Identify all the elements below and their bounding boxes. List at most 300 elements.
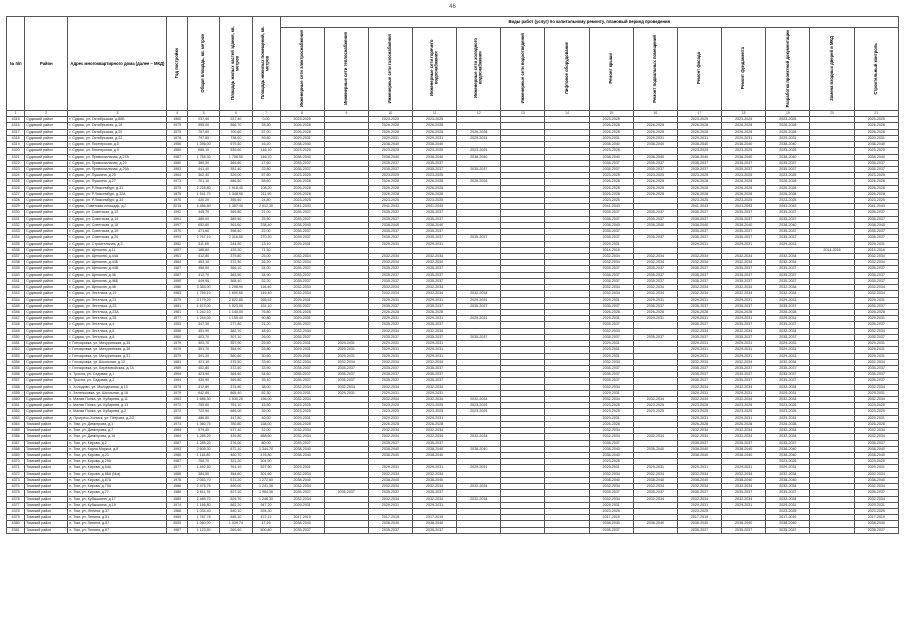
table-cell: 872,10 xyxy=(220,446,252,452)
table-cell: 2035-2037 xyxy=(589,210,633,216)
table-cell: Судиский район xyxy=(25,216,68,222)
table-cell: 1985 xyxy=(167,496,187,502)
table-cell: г. Судиск, ул. Советская, д.19 xyxy=(68,229,167,235)
table-cell: Судиский район xyxy=(25,148,68,154)
table-cell: 354,90 xyxy=(220,347,252,353)
table-cell: 2029-2031 xyxy=(722,415,766,421)
table-cell: 2032-2034 xyxy=(457,397,501,403)
table-cell: 2032-2034 xyxy=(722,484,766,490)
table-cell: 447,80 xyxy=(220,415,252,421)
table-cell: 1997 xyxy=(167,222,187,228)
header-address: Адрес многоквартирного дома (далее – МКД) xyxy=(68,17,167,111)
table-cell: 156,00 xyxy=(252,397,280,403)
table-cell: 2035-2037 xyxy=(722,160,766,166)
table-cell: г. Судиск, ул. Р.Люксембург, д.34 xyxy=(68,198,167,204)
table-cell: 2023-2025 xyxy=(589,508,633,514)
table-cell: 2026-2028 xyxy=(280,179,324,185)
table-cell: 2035-2037 xyxy=(854,440,898,446)
table-cell: 2026-2028 xyxy=(854,421,898,427)
table-cell: г. Судиск, ул. Щепкина, д.46Б xyxy=(68,278,167,284)
table-cell: 4317 xyxy=(7,129,25,135)
table-cell: 4359 xyxy=(7,390,25,396)
table-cell: 2035-2037 xyxy=(854,210,898,216)
table-cell: 2029-2031 xyxy=(589,316,633,322)
table-cell: 372,60 xyxy=(220,365,252,371)
table-cell: г. Судиск, ул. Энгельса, д.19 xyxy=(68,291,167,297)
table-cell: 2032-2034 xyxy=(677,384,721,390)
table-cell: 2029-2031 xyxy=(413,390,457,396)
table-cell: 16,20 xyxy=(252,142,280,148)
table-cell: 2032-2034 xyxy=(854,434,898,440)
table-cell: 500,80 xyxy=(252,527,280,533)
table-cell: 2026-2028 xyxy=(280,129,324,135)
table-cell: 577,40 xyxy=(220,428,252,434)
table-cell: 2035-2037 xyxy=(854,216,898,222)
table-cell: 270,20 xyxy=(252,235,280,241)
table-cell: 1993 xyxy=(167,446,187,452)
table-cell: 865,40 xyxy=(220,390,252,396)
table-cell: 1953 xyxy=(167,322,187,328)
table-cell: 2035-2037 xyxy=(589,334,633,340)
table-cell: Судиский район xyxy=(25,247,68,253)
table-cell: 2029-2031 xyxy=(677,241,721,247)
table-cell: 22,80 xyxy=(252,166,280,172)
table-cell: 1981 xyxy=(167,309,187,315)
header-num: № п/п xyxy=(7,17,25,111)
table-cell: 486,80 xyxy=(187,415,219,421)
table-cell: 4318 xyxy=(7,135,25,141)
table-cell: 2035-2037 xyxy=(280,365,324,371)
table-cell: 4366 xyxy=(7,434,25,440)
table-cell: 2029-2031 xyxy=(722,316,766,322)
table-cell: 2038-2040 xyxy=(722,521,766,527)
table-cell: 4377 xyxy=(7,502,25,508)
table-cell: 441,40 xyxy=(187,166,219,172)
table-cell: 2026-2028 xyxy=(766,309,810,315)
table-cell: 2032-2034 xyxy=(633,434,677,440)
table-cell: 365,60 xyxy=(220,160,252,166)
table-cell: Судиский район xyxy=(25,191,68,197)
table-cell: 2032-2034 xyxy=(677,260,721,266)
table-cell: 2035-2037 xyxy=(722,490,766,496)
table-cell: Судиский район xyxy=(25,235,68,241)
table-cell: 4330 xyxy=(7,210,25,216)
table-cell: 2038-2040 xyxy=(677,446,721,452)
table-cell: 1994 xyxy=(167,378,187,384)
table-cell: 2038-2040 xyxy=(280,521,324,527)
table-cell: 685,10 xyxy=(187,148,219,154)
table-cell: 2029-2031 xyxy=(280,465,324,471)
table-cell: 2026-2028 xyxy=(413,129,457,135)
table-cell: 2032-2034 xyxy=(633,254,677,260)
table-cell: 2035-2037 xyxy=(633,490,677,496)
table-cell: 4373 xyxy=(7,477,25,483)
table-cell: 539,00 xyxy=(220,148,252,154)
table-cell: 2032-2034 xyxy=(413,471,457,477)
table-cell: 2035-2037 xyxy=(722,303,766,309)
table-cell: 2035-2037 xyxy=(766,490,810,496)
table-cell: 2023-2025 xyxy=(722,198,766,204)
table-cell: 1 356,00 xyxy=(187,142,219,148)
table-cell: 2029-2031 xyxy=(368,465,412,471)
table-cell: 362,40 xyxy=(187,173,219,179)
table-cell: 329,00 xyxy=(220,173,252,179)
table-cell: г. Судиск, ул. Щепкина, д.44В xyxy=(68,266,167,272)
table-cell: 2035-2037 xyxy=(766,372,810,378)
table-cell: 2026-2028 xyxy=(722,309,766,315)
table-cell: 2029-2031 xyxy=(457,465,501,471)
table-cell: 2023-2025 xyxy=(368,148,412,154)
table-cell: 942,80 xyxy=(187,390,219,396)
table-cell: 2023-2025 xyxy=(722,148,766,154)
table-cell: 2035-2037 xyxy=(368,216,412,222)
table-cell: Судиский район xyxy=(25,334,68,340)
table-cell: 1 755,30 xyxy=(187,154,219,160)
table-cell xyxy=(633,527,677,533)
table-cell: 1987 xyxy=(167,154,187,160)
table-cell: 2035-2037 xyxy=(413,490,457,496)
table-cell: 2032-2034 xyxy=(677,328,721,334)
table-cell: 2017-2019 xyxy=(854,515,898,521)
table-cell: 59,80 xyxy=(252,135,280,141)
table-cell: 2029-2031 xyxy=(280,341,324,347)
table-cell: 4360 xyxy=(7,397,25,403)
table-cell: 2035-2037 xyxy=(368,160,412,166)
table-cell: 4 456,80 xyxy=(187,204,219,210)
table-cell: 2023-2025 xyxy=(722,409,766,415)
table-cell: 2035-2037 xyxy=(589,216,633,222)
table-cell: 688,60 xyxy=(252,434,280,440)
table-cell: п. Тим, ул. Кирова, д.54А xyxy=(68,465,167,471)
table-cell: 2026-2028 xyxy=(368,185,412,191)
table-cell: 2032-2034 xyxy=(722,254,766,260)
table-cell: 2029-2031 xyxy=(589,135,633,141)
table-cell: 1984 xyxy=(167,428,187,434)
table-cell: 2023-2025 xyxy=(722,403,766,409)
table-cell: 2032-2034 xyxy=(722,260,766,266)
table-cell: 2035-2037 xyxy=(413,278,457,284)
table-cell: Судиский район xyxy=(25,303,68,309)
table-cell: 4375 xyxy=(7,490,25,496)
table-cell: 1 246,30 xyxy=(252,496,280,502)
table-cell: 2035-2037 xyxy=(722,378,766,384)
table-cell: Тимский район xyxy=(25,502,68,508)
table-cell: 2023-2025 xyxy=(280,403,324,409)
table-cell: 2038-2040 xyxy=(722,154,766,160)
table-cell: 2029-2031 xyxy=(457,135,501,141)
table-cell: п. Тим, ул. Кирова, д.2 xyxy=(68,440,167,446)
table-cell: 361,60 xyxy=(220,222,252,228)
table-cell: 1960 xyxy=(167,117,187,123)
table-cell: 2032-2034 xyxy=(854,285,898,291)
table-cell: 2035-2037 xyxy=(633,216,677,222)
table-cell: 4381 xyxy=(7,527,25,533)
table-cell: 420,20 xyxy=(187,198,219,204)
table-cell: 2035-2037 xyxy=(589,160,633,166)
table-cell: 2026-2028 xyxy=(677,123,721,129)
column-number-cell: 20 xyxy=(810,111,854,117)
table-cell: 116,40 xyxy=(252,285,280,291)
table-cell: г. Судиск, ул. Энгельса, д.23А xyxy=(68,309,167,315)
column-number-cell: 10 xyxy=(368,111,412,117)
table-cell: 2035-2037 xyxy=(633,334,677,340)
table-cell: 2035-2037 xyxy=(722,322,766,328)
table-cell: 2038-2040 xyxy=(633,477,677,483)
table-cell: 2035-2037 xyxy=(280,303,324,309)
table-cell: с. Холодово, ул. Молодежная, д.13 xyxy=(68,384,167,390)
table-cell: 2038-2040 xyxy=(368,446,412,452)
table-cell: 2026-2028 xyxy=(854,309,898,315)
table-cell: Тимский район xyxy=(25,521,68,527)
table-cell: г. Судиск, ул. Щепкина, д.44Б xyxy=(68,260,167,266)
table-cell: 2032-2034 xyxy=(722,384,766,390)
table-cell: 2038-2040 xyxy=(280,477,324,483)
table-cell: 2032-2034 xyxy=(677,428,721,434)
table-cell: 238,40 xyxy=(252,222,280,228)
table-cell: г. Судиск, ул. Пушкина, д.27 xyxy=(68,179,167,185)
table-cell: 2035-2037 xyxy=(766,210,810,216)
table-cell: 4325 xyxy=(7,179,25,185)
table-cell: 2035-2037 xyxy=(589,372,633,378)
column-number-cell: 21 xyxy=(854,111,898,117)
table-cell: 2029-2031 xyxy=(677,347,721,353)
table-cell: 4351 xyxy=(7,341,25,347)
column-number-cell: 12 xyxy=(457,111,501,117)
table-cell: 2023-2025 xyxy=(368,198,412,204)
table-cell: 2035-2037 xyxy=(280,527,324,533)
table-cell: 2032-2034 xyxy=(457,496,501,502)
table-cell: 2032-2034 xyxy=(368,359,412,365)
table-cell: 2035-2037 xyxy=(413,229,457,235)
table-cell: 158,00 xyxy=(252,421,280,427)
table-cell: Тимский район xyxy=(25,453,68,459)
table-cell: 2032-2034 xyxy=(368,285,412,291)
table-cell: Тимский район xyxy=(25,440,68,446)
table-cell: 4334 xyxy=(7,235,25,241)
table-cell: 2035-2037 xyxy=(677,272,721,278)
table-cell: 761,10 xyxy=(220,465,252,471)
table-cell: 304,50 xyxy=(252,459,280,465)
table-cell: 1 123,50 xyxy=(187,527,219,533)
table-cell: Судиский район xyxy=(25,328,68,334)
table-cell: 686,50 xyxy=(220,179,252,185)
table-cell: 369,80 xyxy=(220,378,252,384)
table-cell: 2038-2040 xyxy=(633,154,677,160)
table-cell: 2038-2040 xyxy=(280,446,324,452)
table-cell: 2029-2031 xyxy=(413,297,457,303)
table-cell: 2032-2034 xyxy=(766,397,810,403)
table-cell: Судиский район xyxy=(25,347,68,353)
table-cell: 2029-2031 xyxy=(854,316,898,322)
table-cell: г. Судиск, ул. Октябрьская, д.20 xyxy=(68,129,167,135)
table-cell: 2023-2025 xyxy=(766,198,810,204)
table-cell: 2035-2037 xyxy=(633,278,677,284)
table-cell: 301,60 xyxy=(252,471,280,477)
table-cell xyxy=(810,527,854,533)
table-cell: 1956 xyxy=(167,142,187,148)
table-cell: 4329 xyxy=(7,204,25,210)
table-cell: 4356 xyxy=(7,372,25,378)
table-cell: 2032-2034 xyxy=(368,471,412,477)
table-cell: 2023-2025 xyxy=(413,117,457,123)
table-cell: 2041-2043 xyxy=(854,204,898,210)
table-cell: 391,20 xyxy=(187,353,219,359)
table-cell: 211,90 xyxy=(252,191,280,197)
table-cell: Судиский район xyxy=(25,198,68,204)
column-number-cell: 6 xyxy=(220,111,252,117)
table-cell: 90,80 xyxy=(252,316,280,322)
table-cell: 2038-2040 xyxy=(413,222,457,228)
table-cell: 2029-2031 xyxy=(722,353,766,359)
table-cell: 2035-2037 xyxy=(854,266,898,272)
table-cell: 2035-2037 xyxy=(589,166,633,172)
table-cell: г. Судиск, ул. Пионерская, д.9 xyxy=(68,148,167,154)
table-cell: 4365 xyxy=(7,428,25,434)
table-cell: 4339 xyxy=(7,266,25,272)
table-cell: 1 166,80 xyxy=(187,502,219,508)
table-cell: 24,80 xyxy=(252,198,280,204)
table-cell: 26,20 xyxy=(252,260,280,266)
table-cell: 21,20 xyxy=(252,322,280,328)
table-cell: 4342 xyxy=(7,285,25,291)
column-number-cell: 15 xyxy=(589,111,633,117)
table-cell: 2023-2025 xyxy=(633,403,677,409)
table-cell: 2023-2025 xyxy=(589,409,633,415)
table-cell: 2035-2037 xyxy=(589,322,633,328)
table-cell: п. Тим, ул. Ленина, д.51 xyxy=(68,515,167,521)
table-cell: 2035-2037 xyxy=(413,372,457,378)
table-cell: 4323 xyxy=(7,166,25,172)
table-cell: 2 822,80 xyxy=(220,297,252,303)
table-cell: 2038-2040 xyxy=(589,477,633,483)
table-cell: 2032-2034 xyxy=(589,496,633,502)
table-cell: 2023-2025 xyxy=(413,198,457,204)
table-cell: 2026-2028 xyxy=(677,191,721,197)
column-number-cell: 13 xyxy=(501,111,545,117)
table-cell: 364,60 xyxy=(220,372,252,378)
table-cell: 2026-2028 xyxy=(413,123,457,129)
table-cell: 2029-2031 xyxy=(722,341,766,347)
table-cell: 4324 xyxy=(7,173,25,179)
table-cell: 2032-2034 xyxy=(457,434,501,440)
table-cell: 2038-2040 xyxy=(722,453,766,459)
table-cell: 25,80 xyxy=(252,347,280,353)
table-cell: 2035-2037 xyxy=(368,303,412,309)
table-cell: 2029-2031 xyxy=(589,465,633,471)
table-cell: 2035-2037 xyxy=(722,365,766,371)
table-cell: 1981 xyxy=(167,303,187,309)
header-power: Инженерные сети электроснабжения xyxy=(280,28,324,111)
table-cell: 2035-2037 xyxy=(457,166,501,172)
table-cell: 2041-2043 xyxy=(280,204,324,210)
table-cell: 311,60 xyxy=(187,241,219,247)
header-lift: Лифтовое оборудование xyxy=(545,28,589,111)
table-cell: 2038-2040 xyxy=(677,521,721,527)
table-cell: 1952 xyxy=(167,241,187,247)
table-cell: 2038-2040 xyxy=(854,154,898,160)
table-cell: 2035-2037 xyxy=(280,278,324,284)
table-cell: 2026-2028 xyxy=(633,191,677,197)
table-cell: п. Тим, ул. Димитрова, д.1 xyxy=(68,421,167,427)
table-cell: 1969 xyxy=(167,515,187,521)
header-district: Район xyxy=(25,17,68,111)
table-cell: 2032-2034 xyxy=(324,359,368,365)
table-cell: 4350 xyxy=(7,334,25,340)
table-cell: 1974 xyxy=(167,502,187,508)
table-cell: 2035-2037 xyxy=(280,166,324,172)
table-cell: 2035-2037 xyxy=(854,272,898,278)
table-cell: 2035-2037 xyxy=(368,440,412,446)
table-cell: 32,20 xyxy=(252,278,280,284)
table-cell: 1970 xyxy=(167,229,187,235)
table-cell: 2026-2028 xyxy=(766,129,810,135)
table-cell: 2032-2034 xyxy=(722,291,766,297)
table-cell: 2035-2037 xyxy=(457,334,501,340)
table-cell: 33,60 xyxy=(252,359,280,365)
table-cell: 2035-2037 xyxy=(766,365,810,371)
table-cell: 2023-2025 xyxy=(633,409,677,415)
table-cell: 2023-2025 xyxy=(854,409,898,415)
table-cell: 2023-2025 xyxy=(766,173,810,179)
table-cell: 2035-2037 xyxy=(766,216,810,222)
table-cell: 2023-2025 xyxy=(368,409,412,415)
header-heat: Инженерные сети теплоснабжения xyxy=(324,28,368,111)
table-cell: 2029-2031 xyxy=(589,347,633,353)
table-cell: 2035-2037 xyxy=(766,160,810,166)
table-cell: 2026-2028 xyxy=(589,129,633,135)
table-cell: 1 034,40 xyxy=(187,508,219,514)
table-cell: Судиский район xyxy=(25,129,68,135)
table-cell: 2035-2037 xyxy=(766,322,810,328)
table-cell: 2026-2028 xyxy=(633,123,677,129)
table-cell: 2029-2031 xyxy=(854,347,898,353)
column-number-cell: 16 xyxy=(633,111,677,117)
column-number-cell: 18 xyxy=(722,111,766,117)
table-cell: 685,00 xyxy=(220,409,252,415)
table-cell: 2032-2034 xyxy=(413,434,457,440)
table-cell: 360,60 xyxy=(220,353,252,359)
table-cell: г. Судиск, ул. Щепкина, д.46 xyxy=(68,272,167,278)
table-cell: 2035-2037 xyxy=(677,216,721,222)
table-cell: Судиский район xyxy=(25,372,68,378)
table-cell: 2023-2025 xyxy=(854,403,898,409)
table-cell: 1 344,70 xyxy=(252,446,280,452)
table-cell: 2029-2031 xyxy=(589,297,633,303)
table-cell: 382,70 xyxy=(220,328,252,334)
table-cell: 4376 xyxy=(7,496,25,502)
table-cell: 2041-2043 xyxy=(677,204,721,210)
table-cell: 2 767,10 xyxy=(187,235,219,241)
table-cell: 2032-2034 xyxy=(766,384,810,390)
table-cell: 2041-2043 xyxy=(368,204,412,210)
table-cell: 2026-2028 xyxy=(413,179,457,185)
table-cell: 1977 xyxy=(167,465,187,471)
table-cell: 2026-2028 xyxy=(589,191,633,197)
table-cell: 2032-2034 xyxy=(677,496,721,502)
table-cell: 2029-2031 xyxy=(368,390,412,396)
table-cell: 2029-2031 xyxy=(280,390,324,396)
table-cell: 2026-2028 xyxy=(280,421,324,427)
table-cell: 1989 xyxy=(167,148,187,154)
table-cell: г. Судиск, ул. Строительная, д.3 xyxy=(68,241,167,247)
table-cell: 2023-2025 xyxy=(766,409,810,415)
table-cell: 4355 xyxy=(7,365,25,371)
table-cell: 2029-2031 xyxy=(280,415,324,421)
table-cell: 2029-2031 xyxy=(368,353,412,359)
table-cell: 2032-2034 xyxy=(854,496,898,502)
table-cell: 755,60 xyxy=(187,403,219,409)
table-cell: 652,80 xyxy=(187,222,219,228)
